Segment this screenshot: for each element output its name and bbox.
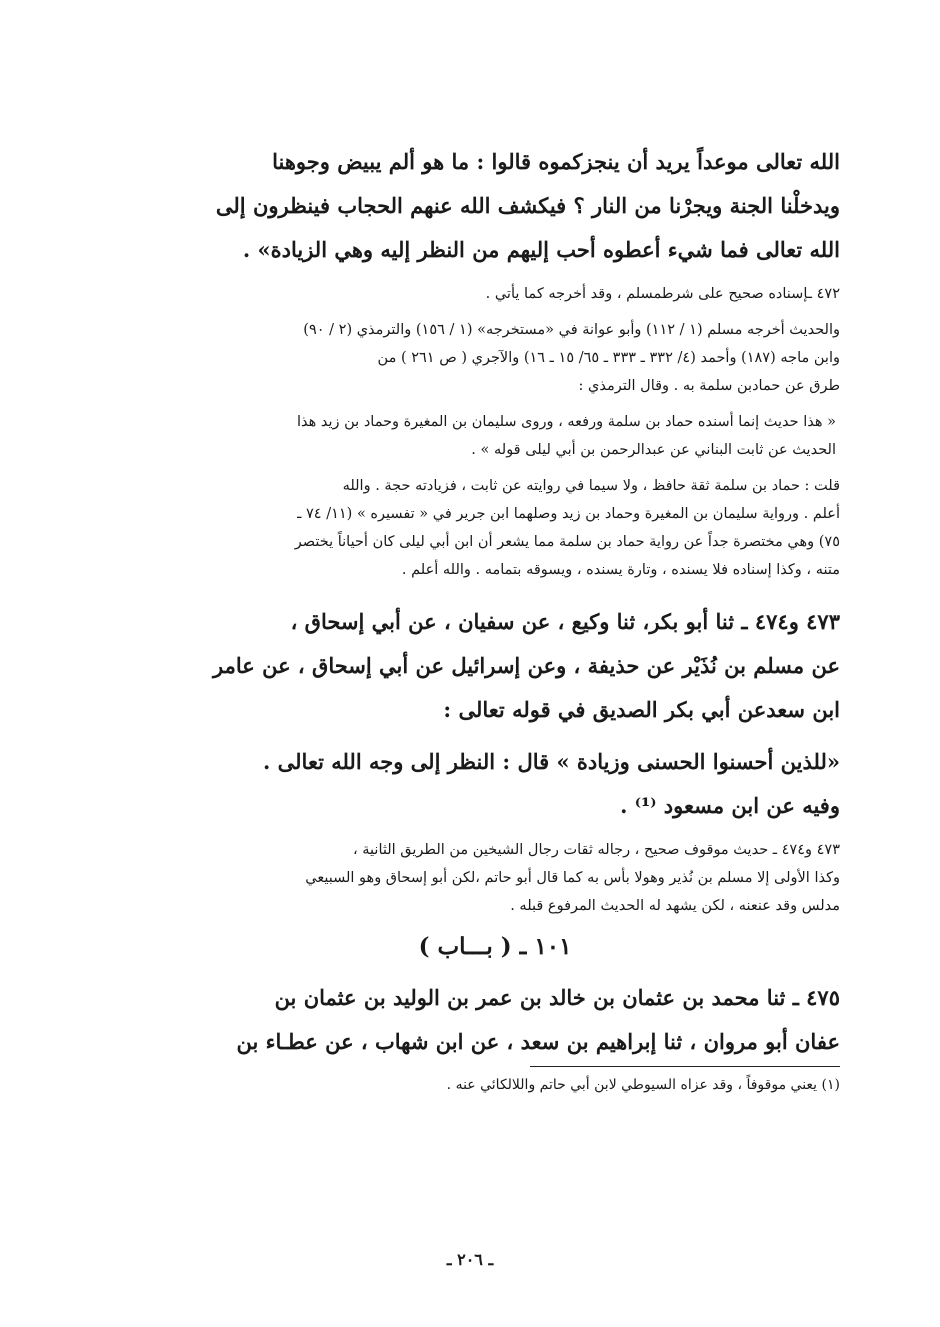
commentary-472	[150, 280, 840, 400]
text-line: وابن ماجه (١٨٧) وأحمد (٤/ ٣٣٢ ـ ٣٣٣ ـ ٦٥/ ١٥ ـ ١٦) والآجري ( ص ٢٦١ ) من	[377, 350, 840, 366]
commentary-473-474	[150, 836, 840, 920]
page-number: ـ ٢٠٦ ـ	[446, 1250, 494, 1269]
text-line: والحديث أخرجه مسلم (١ / ١١٢) وأبو عوانة في «مستخرجه» (١ / ١٥٦) والترمذي (٢ / ٩٠)	[303, 322, 840, 338]
page-body	[150, 140, 840, 1097]
text-line: الحديث عن ثابت البناني عن عبدالرحمن بن أبي ليلى قوله » .	[471, 442, 836, 458]
text-line: ٧٥) وهي مختصرة جداً عن رواية حماد بن سلمة مما يشعر أن ابن أبي ليلى كان أحياناً يختصر	[294, 534, 840, 550]
text-line: متنه ، وكذا إسناده فلا يسنده ، وتارة يسنده ، ويسوقه بتمامه . والله أعلم .	[401, 562, 840, 578]
text-line: قلت : حماد بن سلمة ثقة حافظ ، ولا سيما في روايته عن ثابت ، فزيادته حجة . والله	[342, 478, 840, 494]
main-text-continuation	[150, 140, 840, 272]
text-line: « هذا حديث إنما أسنده حماد بن سلمة ورفعه ، وروى سليمان بن المغيرة وحماد بن زيد هذا	[296, 414, 836, 430]
text-line: ويدخلْنا الجنة ويجرْنا من النار ؟ فيكشف الله عنهم الحجاب فينظرون إلى	[215, 193, 840, 218]
text-line: طرق عن حمادبن سلمة به . وقال الترمذي :	[578, 378, 840, 394]
text-line: مدلس وقد عنعنه ، لكن يشهد له الحديث المرفوع قبله .	[510, 898, 840, 914]
text-line: ابن سعدعن أبي بكر الصديق في قوله تعالى :	[443, 697, 840, 722]
text-line: ٤٧٣ و٤٧٤ ـ ثنا أبو بكر، ثنا وكيع ، عن سفيان ، عن أبي إسحاق ،	[290, 609, 840, 634]
text-line: الله تعالى فما شيء أعطوه أحب إليهم من النظر إليه وهي الزيادة» .	[242, 237, 840, 262]
text-line: «للذين أحسنوا الحسنى وزيادة » قال : النظر إلى وجه الله تعالى .	[263, 749, 840, 774]
chapter-heading: ١٠١ ـ ( بـــاب )	[418, 933, 572, 960]
hadith-475	[150, 976, 840, 1064]
hadith-473-474	[150, 600, 840, 828]
text-line: وفيه عن ابن مسعود ⁽¹⁾ .	[620, 793, 840, 818]
text-line: عن مسلم بن نُذَيْر عن حذيفة ، وعن إسرائيل عن أبي إسحاق ، عن عامر	[213, 653, 840, 678]
text-line: ٤٧٥ ـ ثنا محمد بن عثمان بن خالد بن عمر بن الوليد بن عثمان بن	[274, 985, 840, 1010]
tirmidhi-quote	[150, 408, 840, 464]
footnote: (١) يعني موقوفاً ، وقد عزاه السيوطي لابن أبي حاتم واللالكائي عنه .	[446, 1077, 840, 1093]
text-line: عفان أبو مروان ، ثنا إبراهيم بن سعد ، عن ابن شهاب ، عن عطـاء بن	[236, 1029, 840, 1054]
text-line: وكذا الأولى إلا مسلم بن نُذير وهولا بأس به كما قال أبو حاتم ،لكن أبو إسحاق وهو السبيعي	[305, 870, 840, 886]
footnote-separator	[530, 1066, 840, 1067]
text-line: أعلم . ورواية سليمان بن المغيرة وحماد بن زيد وصلهما ابن جرير في « تفسيره » (١١/ ٧٤ ـ	[297, 506, 840, 522]
text-line: ٤٧٣ و٤٧٤ ـ حديث موقوف صحيح ، رجاله ثقات رجال الشيخين من الطريق الثانية ،	[352, 842, 840, 858]
commentary-472-remark	[150, 472, 840, 584]
text-line: الله تعالى موعداً يريد أن ينجزكموه قالوا : ما هو ألم يبيض وجوهنا	[272, 149, 840, 174]
text-line: ٤٧٢ ـإسناده صحيح على شرطمسلم ، وقد أخرجه كما يأتي .	[485, 286, 840, 302]
